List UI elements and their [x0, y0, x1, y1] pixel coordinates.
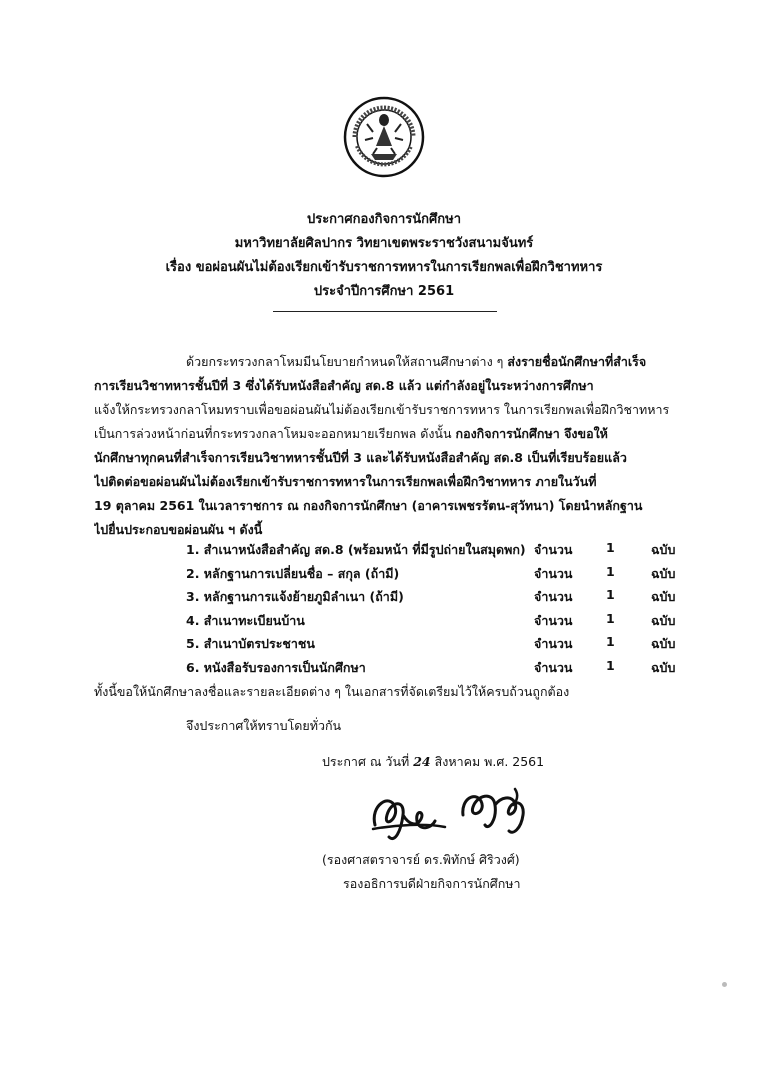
scan-speck [722, 982, 727, 987]
document-item-unit: ฉบับ [651, 636, 676, 651]
document-item-quantity: 1 [606, 564, 615, 579]
body-line-1 [94, 352, 680, 372]
body-text-bold: ส่งรายชื่อนักศึกษาที่สำเร็จ [507, 354, 647, 369]
body-line-6: ไปติดต่อขอผ่อนผันไม่ต้องเรียกเข้ารับราชการทหารในการเรียกพลเพื่อฝึกวิชาทหาร ภายในวันที่ [94, 474, 597, 489]
header-divider [273, 311, 497, 312]
document-item-quantity: 1 [606, 634, 615, 649]
body-line-5: นักศึกษาทุกคนที่สำเร็จการเรียนวิชาทหารชั้นปีที่ 3 และได้รับหนังสือสำคัญ สด.8 เป็นที่เรียบร้อยแล้ว [94, 450, 627, 465]
date-day-handwritten: 24 [413, 754, 431, 769]
document-item-amount-label: จำนวน [534, 542, 573, 557]
document-item-unit: ฉบับ [651, 660, 676, 675]
body-text-bold: กองกิจการนักศึกษา จึงขอให้ [455, 426, 608, 441]
body-text: ด้วยกระทรวงกลาโหมมีนโยบายกำหนดให้สถานศึกษาต่าง ๆ [186, 354, 508, 369]
document-item-label: 3. หลักฐานการแจ้งย้ายภูมิลำเนา (ถ้ามี) [186, 589, 404, 604]
document-item-unit: ฉบับ [651, 542, 676, 557]
document-item-amount-label: จำนวน [534, 636, 573, 651]
handwritten-signature [365, 785, 545, 847]
header-academic-year: ประจำปีการศึกษา 2561 [313, 284, 455, 299]
silpakorn-university-seal [343, 96, 425, 178]
document-item-quantity: 1 [606, 611, 615, 626]
document-item-label: 4. สำเนาทะเบียนบ้าน [186, 613, 305, 628]
signatory-name: (รองศาสตราจารย์ ดร.พิทักษ์ ศิริวงศ์) [322, 852, 520, 867]
closing-note: ทั้งนี้ขอให้นักศึกษาลงชื่อและรายละเอียดต่าง ๆ ในเอกสารที่จัดเตรียมไว้ให้ครบถ้วนถูกต้อง [94, 684, 570, 699]
document-item-amount-label: จำนวน [534, 589, 573, 604]
header-university: มหาวิทยาลัยศิลปากร วิทยาเขตพระราชวังสนามจันทร์ [234, 236, 534, 251]
document-item-label: 2. หลักฐานการเปลี่ยนชื่อ – สกุล (ถ้ามี) [186, 566, 400, 581]
document-item-label: 6. หนังสือรับรองการเป็นนักศึกษา [186, 660, 366, 675]
document-item-amount-label: จำนวน [534, 566, 573, 581]
document-item-quantity: 1 [606, 540, 615, 555]
closing-announce: จึงประกาศให้ทราบโดยทั่วกัน [186, 718, 342, 733]
header-subject: เรื่อง ขอผ่อนผันไม่ต้องเรียกเข้ารับราชการทหารในการเรียกพลเพื่อฝึกวิชาทหาร [165, 260, 603, 275]
document-item-quantity: 1 [606, 658, 615, 673]
document-item-unit: ฉบับ [651, 566, 676, 581]
date-suffix: สิงหาคม พ.ศ. 2561 [434, 754, 545, 769]
document-item-quantity: 1 [606, 587, 615, 602]
body-line-3: แจ้งให้กระทรวงกลาโหมทราบเพื่อขอผ่อนผันไม่ต้องเรียกเข้ารับราชการทหาร ในการเรียกพลเพื่อฝึกวิชาทหาร [94, 402, 670, 417]
body-text: เป็นการล่วงหน้าก่อนที่กระทรวงกลาโหมจะออกหมายเรียกพล ดังนั้น [94, 426, 456, 441]
document-item-unit: ฉบับ [651, 589, 676, 604]
document-item-unit: ฉบับ [651, 613, 676, 628]
body-line-7: 19 ตุลาคม 2561 ในเวลาราชการ ณ กองกิจการนักศึกษา (อาคารเพชรรัตน-สุวัทนา) โดยนำหลักฐาน [94, 498, 643, 513]
document-item-amount-label: จำนวน [534, 660, 573, 675]
date-prefix: ประกาศ ณ วันที่ [322, 754, 410, 769]
body-line-8: ไปยื่นประกอบขอผ่อนผัน ฯ ดังนี้ [94, 522, 263, 537]
announcement-date [322, 752, 544, 772]
body-line-2: การเรียนวิชาทหารชั้นปีที่ 3 ซึ่งได้รับหนังสือสำคัญ สด.8 แล้ว แต่กำลังอยู่ในระหว่างการศึกษา [94, 378, 594, 393]
header-office: ประกาศกองกิจการนักศึกษา [306, 212, 462, 227]
body-line-4 [94, 424, 680, 444]
document-item-amount-label: จำนวน [534, 613, 573, 628]
signatory-title: รองอธิการบดีฝ่ายกิจการนักศึกษา [343, 876, 521, 891]
document-item-label: 1. สำเนาหนังสือสำคัญ สด.8 (พร้อมหน้า ที่มีรูปถ่ายในสมุดพก) [186, 542, 526, 557]
document-item-label: 5. สำเนาบัตรประชาชน [186, 636, 315, 651]
